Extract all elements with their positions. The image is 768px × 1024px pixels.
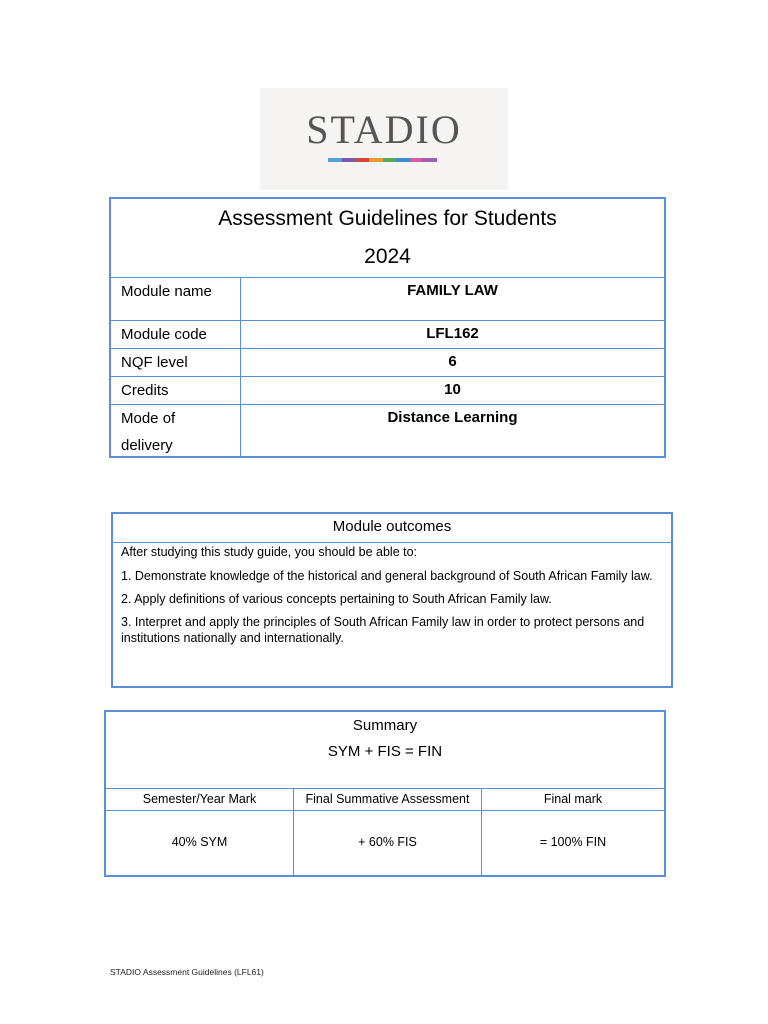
- row-label-line: delivery: [121, 437, 173, 454]
- summary-formula: SYM + FIS = FIN: [327, 743, 443, 760]
- outcomes-body: [113, 544, 671, 646]
- summary-header: [106, 712, 664, 789]
- guidelines-year: 2024: [364, 245, 411, 268]
- summary-value: 40% SYM: [106, 811, 294, 875]
- row-label: Credits: [111, 377, 241, 404]
- summary-table: [104, 710, 666, 877]
- logo-bar-segment: [342, 158, 356, 162]
- row-label: NQF level: [111, 349, 241, 376]
- guidelines-header: [111, 199, 664, 278]
- guidelines-title: Assessment Guidelines for Students: [218, 207, 557, 230]
- summary-value: + 60% FIS: [294, 811, 482, 875]
- outcome-item: 2. Apply definitions of various concepts pertaining to South African Family law.: [121, 592, 552, 606]
- page-footer: STADIO Assessment Guidelines (LFL61): [110, 967, 264, 977]
- row-credits: [111, 377, 664, 405]
- summary-column-headers: [106, 789, 664, 811]
- row-value: FAMILY LAW: [407, 282, 498, 299]
- outcomes-title: Module outcomes: [113, 514, 671, 543]
- column-header: Final Summative Assessment: [294, 789, 482, 810]
- outcomes-intro: After studying this study guide, you should be able to:: [121, 545, 418, 559]
- column-header: Final mark: [543, 792, 603, 806]
- outcomes-table: [111, 512, 673, 688]
- logo-bar-segment: [410, 158, 424, 162]
- row-label: [111, 405, 241, 458]
- logo-bar-segment: [423, 158, 437, 162]
- row-value: Distance Learning: [387, 409, 518, 426]
- stadio-logo: [260, 88, 508, 190]
- row-module-code: [111, 321, 664, 349]
- outcome-item: 1. Demonstrate knowledge of the historical and general background of South African Family law.: [121, 569, 653, 583]
- summary-value: = 100% FIN: [539, 835, 607, 849]
- row-value: LFL162: [426, 325, 479, 342]
- row-module-name: [111, 278, 664, 321]
- row-label: Module name: [111, 278, 241, 320]
- logo-bar-segment: [383, 158, 397, 162]
- logo-color-bar: [328, 158, 437, 162]
- row-value: 6: [448, 353, 457, 370]
- logo-bar-segment: [369, 158, 383, 162]
- summary-title: Summary: [352, 717, 418, 734]
- outcome-item: 3. Interpret and apply the principles of South African Family law in order to protect persons and institutions nationally and internationally.: [121, 615, 645, 645]
- logo-bar-segment: [328, 158, 342, 162]
- logo-bar-segment: [396, 158, 410, 162]
- row-mode-of-delivery: [111, 405, 664, 458]
- logo-wordmark: STADIO: [306, 107, 462, 152]
- row-label: Module code: [111, 321, 241, 348]
- row-value: 10: [444, 381, 461, 398]
- guidelines-table: [109, 197, 666, 458]
- summary-values-row: [106, 811, 664, 875]
- row-label-line: Mode of: [121, 410, 176, 427]
- column-header: Semester/Year Mark: [106, 789, 294, 810]
- logo-bar-segment: [355, 158, 369, 162]
- row-nqf-level: [111, 349, 664, 377]
